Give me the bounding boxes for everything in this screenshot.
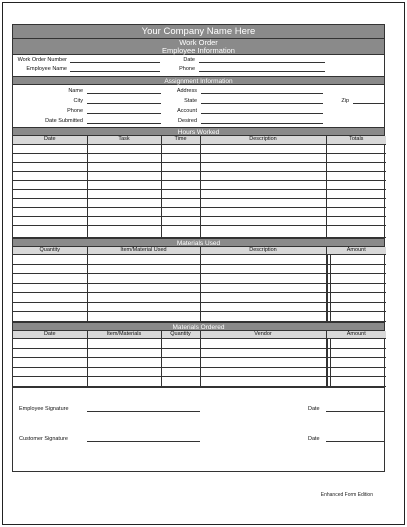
table-cell[interactable] — [87, 302, 200, 312]
table-cell[interactable] — [87, 377, 161, 387]
employee-fields — [13, 55, 384, 76]
table-cell[interactable] — [326, 144, 386, 153]
table-cell[interactable] — [87, 274, 200, 284]
table-cell[interactable] — [326, 162, 386, 171]
table-cell[interactable] — [87, 283, 200, 293]
table-row — [13, 358, 386, 368]
table-cell[interactable] — [326, 189, 386, 198]
assignment-fields — [13, 85, 384, 127]
table-row — [13, 162, 386, 171]
column-header: Item/Materials — [87, 331, 161, 339]
section-hours-worked: Hours Worked — [13, 127, 384, 136]
table-cell[interactable] — [161, 225, 200, 237]
column-header: Amount — [326, 247, 386, 255]
employee-signature-label: Employee Signature — [19, 405, 69, 412]
city-label: City — [73, 98, 83, 104]
column-header: Amount — [326, 331, 386, 339]
column-header: Quantity — [13, 247, 87, 255]
table-cell[interactable] — [200, 144, 326, 153]
table-cell[interactable] — [87, 153, 161, 162]
table-cell[interactable] — [200, 198, 326, 207]
table-row — [13, 153, 386, 162]
table-cell[interactable] — [87, 207, 161, 216]
zip-field[interactable] — [353, 103, 384, 104]
table-row — [13, 293, 386, 303]
table-cell[interactable] — [326, 358, 386, 368]
table-cell[interactable] — [326, 339, 386, 349]
table-cell[interactable] — [13, 377, 87, 387]
table-cell[interactable] — [161, 339, 200, 349]
materials-ordered-table — [13, 331, 386, 387]
column-header: Description — [200, 136, 326, 144]
table-cell[interactable] — [13, 367, 87, 377]
table-row — [13, 264, 386, 274]
table-cell[interactable] — [161, 171, 200, 180]
table-cell[interactable] — [161, 207, 200, 216]
table-cell[interactable] — [13, 312, 87, 322]
table-cell[interactable] — [326, 312, 386, 322]
table-row — [13, 377, 386, 387]
table-row — [13, 225, 386, 237]
table-cell[interactable] — [200, 171, 326, 180]
address-field[interactable] — [201, 93, 323, 94]
section-assignment-information: Assignment Information — [13, 76, 384, 85]
table-row — [13, 302, 386, 312]
column-header: Description — [200, 247, 326, 255]
table-cell[interactable] — [200, 189, 326, 198]
table-cell[interactable] — [13, 255, 87, 265]
table-cell[interactable] — [13, 293, 87, 303]
table-cell[interactable] — [200, 293, 326, 303]
table-cell[interactable] — [87, 255, 200, 265]
phone-label: Phone — [179, 66, 195, 72]
table-cell[interactable] — [13, 144, 87, 153]
table-cell[interactable] — [200, 358, 326, 368]
date-label: Date — [183, 57, 195, 63]
customer-signature-field[interactable] — [87, 441, 200, 442]
table-row — [13, 312, 386, 322]
table-row — [13, 207, 386, 216]
table-cell[interactable] — [13, 189, 87, 198]
employee-name-label: Employee Name — [26, 66, 67, 72]
table-cell[interactable] — [326, 274, 386, 284]
phone-field[interactable] — [199, 71, 325, 72]
form-title: Work Order — [179, 38, 218, 47]
table-row — [13, 255, 386, 265]
table-cell[interactable] — [87, 312, 200, 322]
table-cell[interactable] — [13, 302, 87, 312]
column-header: Item/Material Used — [87, 247, 200, 255]
state-field[interactable] — [201, 103, 323, 104]
table-row — [13, 216, 386, 225]
company-name: Your Company Name Here — [13, 25, 384, 39]
table-cell[interactable] — [200, 153, 326, 162]
form-header — [13, 39, 384, 55]
column-header: Vendor — [200, 331, 326, 339]
table-cell[interactable] — [326, 207, 386, 216]
table-cell[interactable] — [13, 264, 87, 274]
work-order-number-field[interactable] — [70, 62, 160, 63]
table-cell[interactable] — [326, 216, 386, 225]
table-row — [13, 180, 386, 189]
zip-label: Zip — [341, 98, 349, 104]
table-cell[interactable] — [13, 162, 87, 171]
table-row — [13, 189, 386, 198]
table-cell[interactable] — [200, 283, 326, 293]
table-cell[interactable] — [200, 348, 326, 358]
table-cell[interactable] — [13, 358, 87, 368]
work-order-number-label: Work Order Number — [17, 57, 67, 63]
city-field[interactable] — [87, 103, 161, 104]
desired-label: Desired — [178, 118, 197, 124]
table-cell[interactable] — [200, 367, 326, 377]
table-cell[interactable] — [200, 180, 326, 189]
column-header: Date — [13, 331, 87, 339]
materials-used-table — [13, 247, 386, 322]
customer-signature-label: Customer Signature — [19, 435, 68, 442]
phone-label: Phone — [67, 108, 83, 114]
table-cell[interactable] — [200, 302, 326, 312]
table-cell[interactable] — [326, 302, 386, 312]
table-cell[interactable] — [326, 293, 386, 303]
desired-field[interactable] — [201, 123, 323, 124]
table-cell[interactable] — [200, 274, 326, 284]
name-label: Name — [68, 88, 83, 94]
table-cell[interactable] — [13, 274, 87, 284]
customer-signature-date-field[interactable] — [326, 441, 384, 442]
date-label: Date — [308, 435, 320, 442]
table-cell[interactable] — [326, 225, 386, 237]
section-employee-information: Employee Information — [162, 46, 235, 55]
table-cell[interactable] — [13, 348, 87, 358]
work-order-form — [12, 24, 385, 472]
table-cell[interactable] — [326, 180, 386, 189]
table-cell[interactable] — [200, 162, 326, 171]
table-cell[interactable] — [200, 225, 326, 237]
table-cell[interactable] — [13, 180, 87, 189]
table-cell[interactable] — [87, 144, 161, 153]
account-field[interactable] — [201, 113, 323, 114]
table-row — [13, 144, 386, 153]
table-cell[interactable] — [13, 207, 87, 216]
address-label: Address — [176, 88, 197, 94]
table-cell[interactable] — [13, 153, 87, 162]
employee-name-field[interactable] — [70, 71, 160, 72]
table-cell[interactable] — [200, 339, 326, 349]
section-materials-used: Materials Used — [13, 238, 384, 247]
column-header: Date — [13, 136, 87, 144]
state-label: State — [184, 98, 197, 104]
form-edition-footer: Enhanced Form Edition — [320, 492, 373, 498]
table-row — [13, 283, 386, 293]
name-field[interactable] — [87, 93, 161, 94]
section-materials-ordered: Materials Ordered — [13, 322, 384, 331]
table-cell[interactable] — [326, 153, 386, 162]
table-cell[interactable] — [13, 216, 87, 225]
table-cell[interactable] — [326, 283, 386, 293]
table-row — [13, 367, 386, 377]
signature-section — [13, 387, 384, 471]
table-cell[interactable] — [87, 367, 161, 377]
table-cell[interactable] — [200, 216, 326, 225]
table-row — [13, 274, 386, 284]
table-row — [13, 348, 386, 358]
table-cell[interactable] — [13, 225, 87, 237]
table-cell[interactable] — [326, 377, 386, 387]
table-cell[interactable] — [87, 189, 161, 198]
hours-worked-table — [13, 136, 386, 238]
column-header: Totals — [326, 136, 386, 144]
table-cell[interactable] — [87, 348, 161, 358]
table-row — [13, 339, 386, 349]
date-label: Date — [308, 405, 320, 412]
table-cell[interactable] — [13, 339, 87, 349]
phone-field[interactable] — [87, 113, 161, 114]
table-row — [13, 171, 386, 180]
table-cell[interactable] — [161, 189, 200, 198]
table-cell[interactable] — [161, 180, 200, 189]
table-cell[interactable] — [87, 162, 161, 171]
table-cell[interactable] — [87, 358, 161, 368]
employee-signature-date-field[interactable] — [326, 411, 384, 412]
date-field[interactable] — [199, 62, 325, 63]
column-header: Task — [87, 136, 161, 144]
table-cell[interactable] — [87, 339, 161, 349]
table-cell[interactable] — [200, 377, 326, 387]
table-row — [13, 198, 386, 207]
table-cell[interactable] — [87, 198, 161, 207]
table-cell[interactable] — [326, 367, 386, 377]
table-cell[interactable] — [326, 255, 386, 265]
account-label: Account — [177, 108, 197, 114]
table-cell[interactable] — [87, 293, 200, 303]
table-cell[interactable] — [326, 264, 386, 274]
table-cell[interactable] — [87, 264, 200, 274]
table-cell[interactable] — [13, 198, 87, 207]
table-cell[interactable] — [326, 348, 386, 358]
table-cell[interactable] — [161, 367, 200, 377]
table-cell[interactable] — [200, 207, 326, 216]
date-submitted-field[interactable] — [87, 123, 161, 124]
date-submitted-label: Date Submitted — [45, 118, 83, 124]
table-cell[interactable] — [13, 283, 87, 293]
table-cell[interactable] — [200, 255, 326, 265]
table-cell[interactable] — [200, 312, 326, 322]
table-cell[interactable] — [161, 358, 200, 368]
table-cell[interactable] — [161, 216, 200, 225]
table-cell[interactable] — [161, 144, 200, 153]
table-cell[interactable] — [161, 377, 200, 387]
table-cell[interactable] — [161, 198, 200, 207]
table-cell[interactable] — [326, 171, 386, 180]
employee-signature-field[interactable] — [87, 411, 200, 412]
column-header: Quantity — [161, 331, 200, 339]
table-cell[interactable] — [13, 171, 87, 180]
table-cell[interactable] — [87, 225, 161, 237]
table-cell[interactable] — [161, 162, 200, 171]
column-header: Time — [161, 136, 200, 144]
table-cell[interactable] — [200, 264, 326, 274]
table-cell[interactable] — [87, 180, 161, 189]
table-cell[interactable] — [87, 216, 161, 225]
table-cell[interactable] — [326, 198, 386, 207]
table-cell[interactable] — [161, 153, 200, 162]
table-cell[interactable] — [87, 171, 161, 180]
table-cell[interactable] — [161, 348, 200, 358]
